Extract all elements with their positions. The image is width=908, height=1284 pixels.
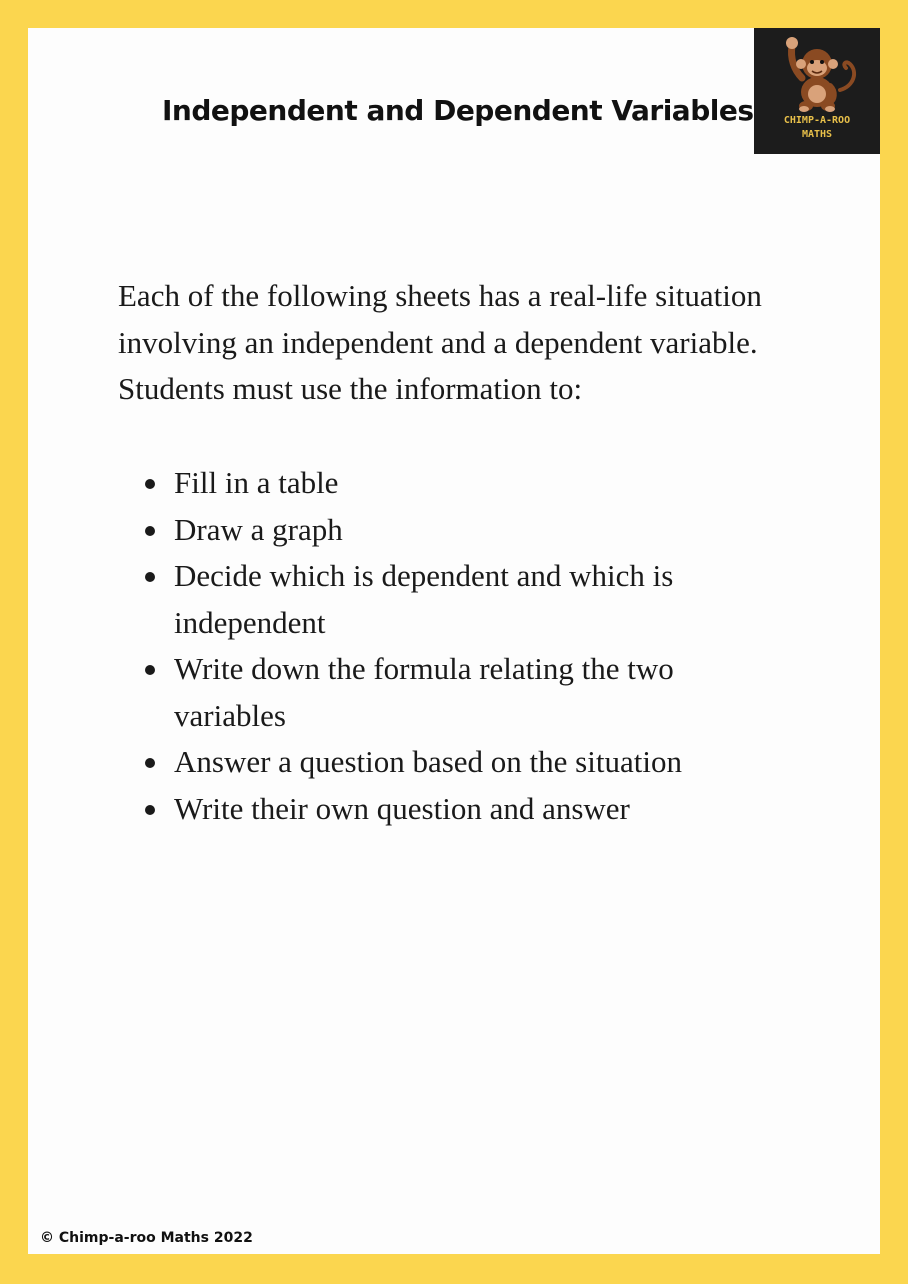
list-item-text: Answer a question based on the situation — [174, 744, 682, 779]
bullet-icon — [145, 572, 155, 582]
bullet-icon — [145, 805, 155, 815]
worksheet-page — [28, 28, 880, 1254]
list-item-text: Write down the formula relating the two variables — [174, 651, 674, 733]
copyright-footer: © Chimp-a-roo Maths 2022 — [40, 1230, 253, 1246]
instruction-list — [140, 460, 780, 832]
list-item — [140, 646, 780, 739]
bullet-icon — [145, 665, 155, 675]
list-item — [140, 553, 780, 646]
logo-text-line1: CHIMP-A-ROO — [783, 115, 851, 126]
list-item — [140, 507, 780, 554]
list-item-text: Fill in a table — [174, 465, 339, 500]
list-item — [140, 739, 780, 786]
intro-paragraph: Each of the following sheets has a real-life situation involving an independent and a dependent variable. Students must use the information to: — [118, 278, 762, 406]
bullet-icon — [145, 479, 155, 489]
list-item — [140, 786, 780, 833]
list-item — [140, 460, 780, 507]
list-item-text: Decide which is dependent and which is independent — [174, 558, 674, 640]
bullet-icon — [145, 526, 155, 536]
bullet-icon — [145, 758, 155, 768]
logo-text-line2: MATHS — [801, 129, 833, 140]
list-item-text: Write their own question and answer — [174, 790, 630, 826]
page-title: Independent and Dependent Variables — [162, 94, 754, 127]
brand-logo — [754, 28, 880, 154]
list-item-text: Draw a graph — [174, 511, 343, 547]
